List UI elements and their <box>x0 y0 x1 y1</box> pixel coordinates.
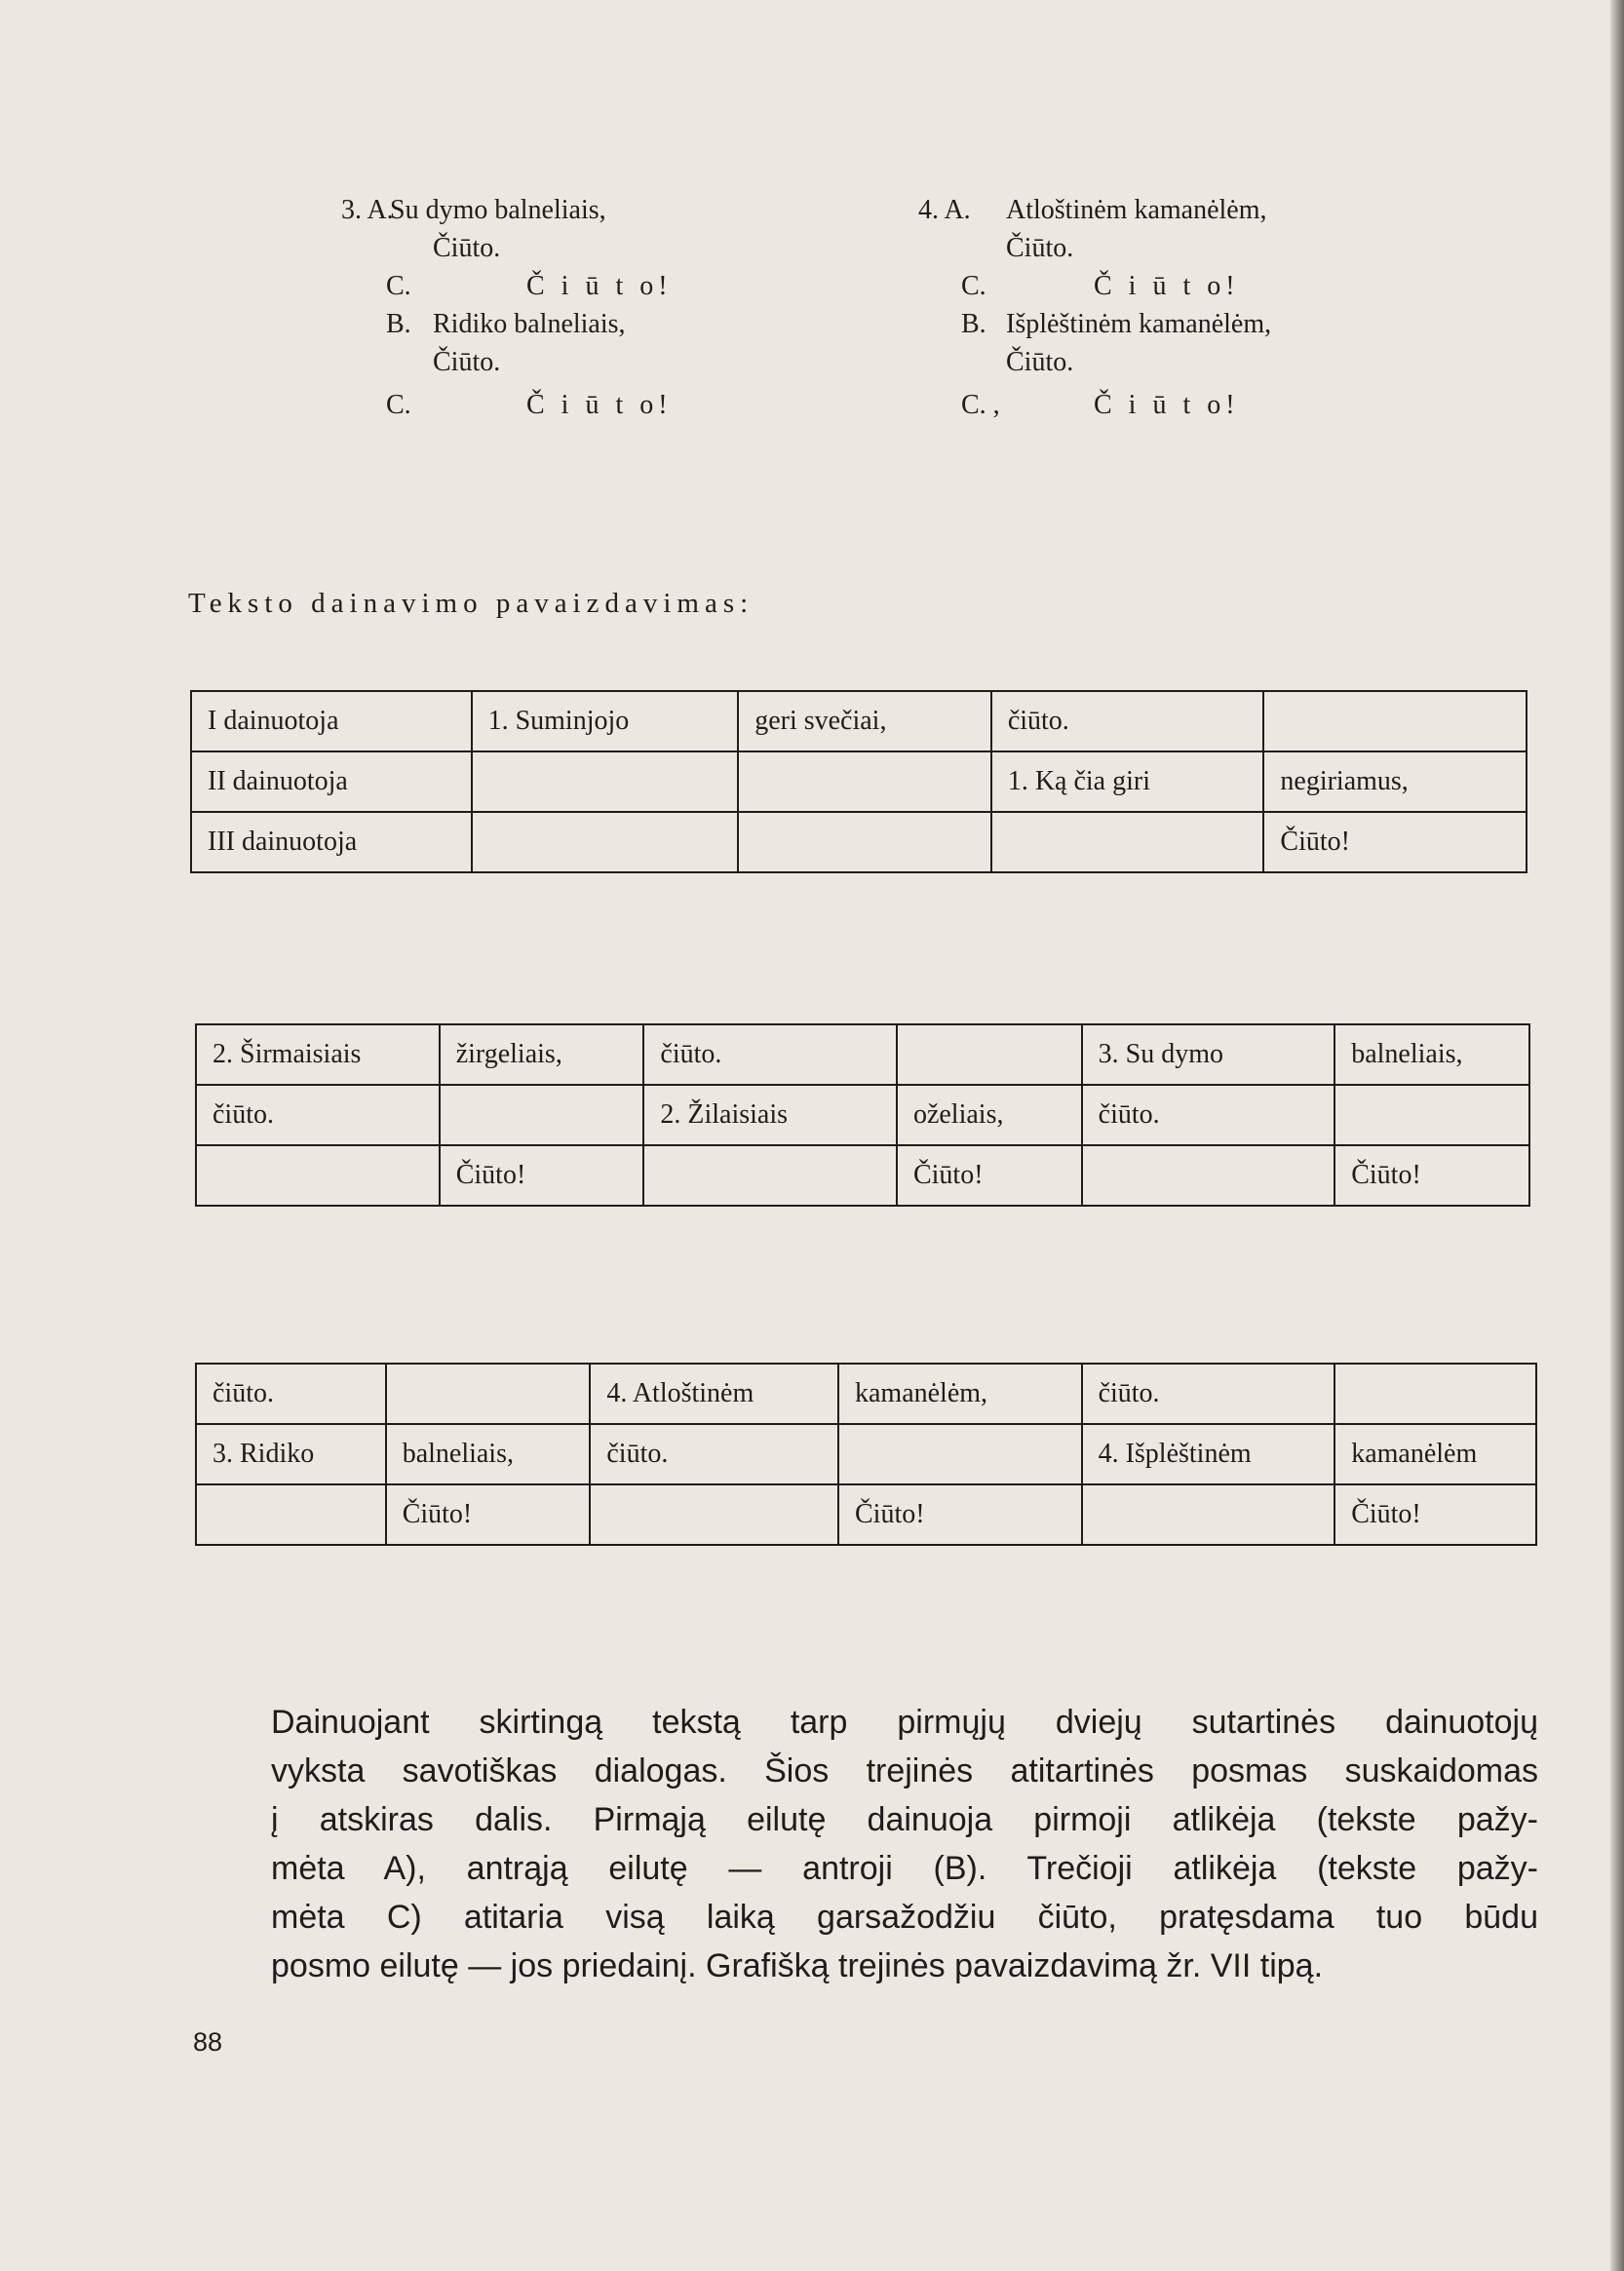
table-cell: čiūto. <box>643 1024 897 1085</box>
table-cell: 4. Atloštinėm <box>590 1364 838 1424</box>
table-cell: Čiūto! <box>440 1145 644 1206</box>
verse-number: C. <box>386 390 411 420</box>
table-cell: 3. Su dymo <box>1082 1024 1335 1085</box>
page-number: 88 <box>193 2027 223 2057</box>
table-cell <box>472 812 739 872</box>
verse-line: Išplėštinėm kamanėlėm, <box>1006 309 1272 339</box>
table-cell <box>738 751 991 812</box>
table-cell: kamanėlėm, <box>838 1364 1082 1424</box>
table-cell <box>1082 1145 1335 1206</box>
section-heading: Teksto dainavimo pavaizdavimas: <box>188 588 754 619</box>
table-cell: 4. Išplėštinėm <box>1082 1424 1335 1484</box>
verse-line: Čiūto. <box>1006 233 1074 263</box>
table-cell <box>386 1364 591 1424</box>
paragraph-line: mėta A), antrąją eilutę — antroji (B). Trečioji atlikėja (tekste pažy- <box>271 1850 1538 1887</box>
verse-number: B. <box>386 309 411 339</box>
table-cell <box>196 1145 440 1206</box>
table-row <box>196 1085 1529 1145</box>
verse-line: Ridiko balneliais, <box>433 309 626 339</box>
table-cell: balneliais, <box>386 1424 591 1484</box>
singing-table-2 <box>195 1023 1530 1207</box>
table-cell: 2. Žilaisiais <box>643 1085 897 1145</box>
table-cell <box>440 1085 644 1145</box>
table-cell: 2. Širmaisiais <box>196 1024 440 1085</box>
verse-number: C. <box>386 271 411 301</box>
table-cell <box>1263 691 1527 751</box>
table-cell: čiūto. <box>590 1424 838 1484</box>
table-row <box>191 691 1527 751</box>
table-cell: Čiūto! <box>1334 1484 1536 1545</box>
table-cell: čiūto. <box>196 1364 386 1424</box>
table-cell <box>472 751 739 812</box>
table-cell <box>838 1424 1082 1484</box>
verse-refrain: Č i ū t o! <box>526 271 673 301</box>
verse-refrain: Č i ū t o! <box>526 390 673 420</box>
table-row <box>196 1024 1529 1085</box>
table-cell: III dainuotoja <box>191 812 472 872</box>
table-cell <box>897 1024 1082 1085</box>
table-cell <box>738 812 991 872</box>
paragraph-line: vyksta savotiškas dialogas. Šios trejinės atitartinės posmas suskaidomas <box>271 1752 1538 1790</box>
table-cell: Čiūto! <box>897 1145 1082 1206</box>
verse-number: C. <box>961 271 986 301</box>
body-paragraph <box>271 1698 1538 1990</box>
table-cell: 1. Ką čia giri <box>991 751 1264 812</box>
table-cell: negiriamus, <box>1263 751 1527 812</box>
verse-line: Čiūto. <box>1006 347 1074 377</box>
table-row <box>191 751 1527 812</box>
table-cell <box>1082 1484 1335 1545</box>
table-cell: čiūto. <box>1082 1085 1335 1145</box>
paragraph-line: Dainuojant skirtingą tekstą tarp pirmųjų dviejų sutartinės dainuotojų <box>271 1704 1538 1741</box>
table-cell: balneliais, <box>1334 1024 1529 1085</box>
table-cell: I dainuotoja <box>191 691 472 751</box>
table-row <box>191 812 1527 872</box>
table-cell: geri svečiai, <box>738 691 991 751</box>
verse-refrain: Č i ū t o! <box>1094 390 1240 420</box>
table-cell: Čiūto! <box>1263 812 1527 872</box>
table-cell <box>590 1484 838 1545</box>
verse-number: 4. A. <box>918 195 971 225</box>
table-cell: 1. Suminjojo <box>472 691 739 751</box>
verse-line: Čiūto. <box>433 347 501 377</box>
table-cell: žirgeliais, <box>440 1024 644 1085</box>
table-row <box>196 1145 1529 1206</box>
table-cell <box>1334 1085 1529 1145</box>
table-cell: Čiūto! <box>386 1484 591 1545</box>
verse-line: Atloštinėm kamanėlėm, <box>1006 195 1267 225</box>
paragraph-line: posmo eilutę — jos priedainį. Grafišką trejinės pavaizdavimą žr. VII tipą. <box>271 1947 1324 1984</box>
verse-line: Su dymo balneliais, <box>390 195 606 225</box>
table-row <box>196 1364 1536 1424</box>
table-cell: 3. Ridiko <box>196 1424 386 1484</box>
table-cell <box>991 812 1264 872</box>
table-cell: oželiais, <box>897 1085 1082 1145</box>
table-cell: Čiūto! <box>1334 1145 1529 1206</box>
table-cell <box>643 1145 897 1206</box>
paragraph-line: į atskiras dalis. Pirmąją eilutę dainuoja pirmoji atlikėja (tekste pažy- <box>271 1801 1538 1838</box>
verse-number: C. , <box>961 390 1000 420</box>
page-edge <box>1610 0 1624 2271</box>
table-cell: čiūto. <box>991 691 1264 751</box>
table-cell: kamanėlėm <box>1334 1424 1536 1484</box>
table-cell: II dainuotoja <box>191 751 472 812</box>
verse-number: B. <box>961 309 986 339</box>
singing-table-1 <box>190 690 1527 873</box>
table-cell <box>1334 1364 1536 1424</box>
verse-refrain: Č i ū t o! <box>1094 271 1240 301</box>
verse-number: 3. A. <box>341 195 394 225</box>
table-cell: Čiūto! <box>838 1484 1082 1545</box>
verse-line: Čiūto. <box>433 233 501 263</box>
table-cell: čiūto. <box>196 1085 440 1145</box>
singing-table-3 <box>195 1363 1537 1546</box>
table-row <box>196 1484 1536 1545</box>
paragraph-line: mėta C) atitaria visą laiką garsažodžiu čiūto, pratęsdama tuo būdu <box>271 1899 1538 1936</box>
table-row <box>196 1424 1536 1484</box>
table-cell: čiūto. <box>1082 1364 1335 1424</box>
table-cell <box>196 1484 386 1545</box>
